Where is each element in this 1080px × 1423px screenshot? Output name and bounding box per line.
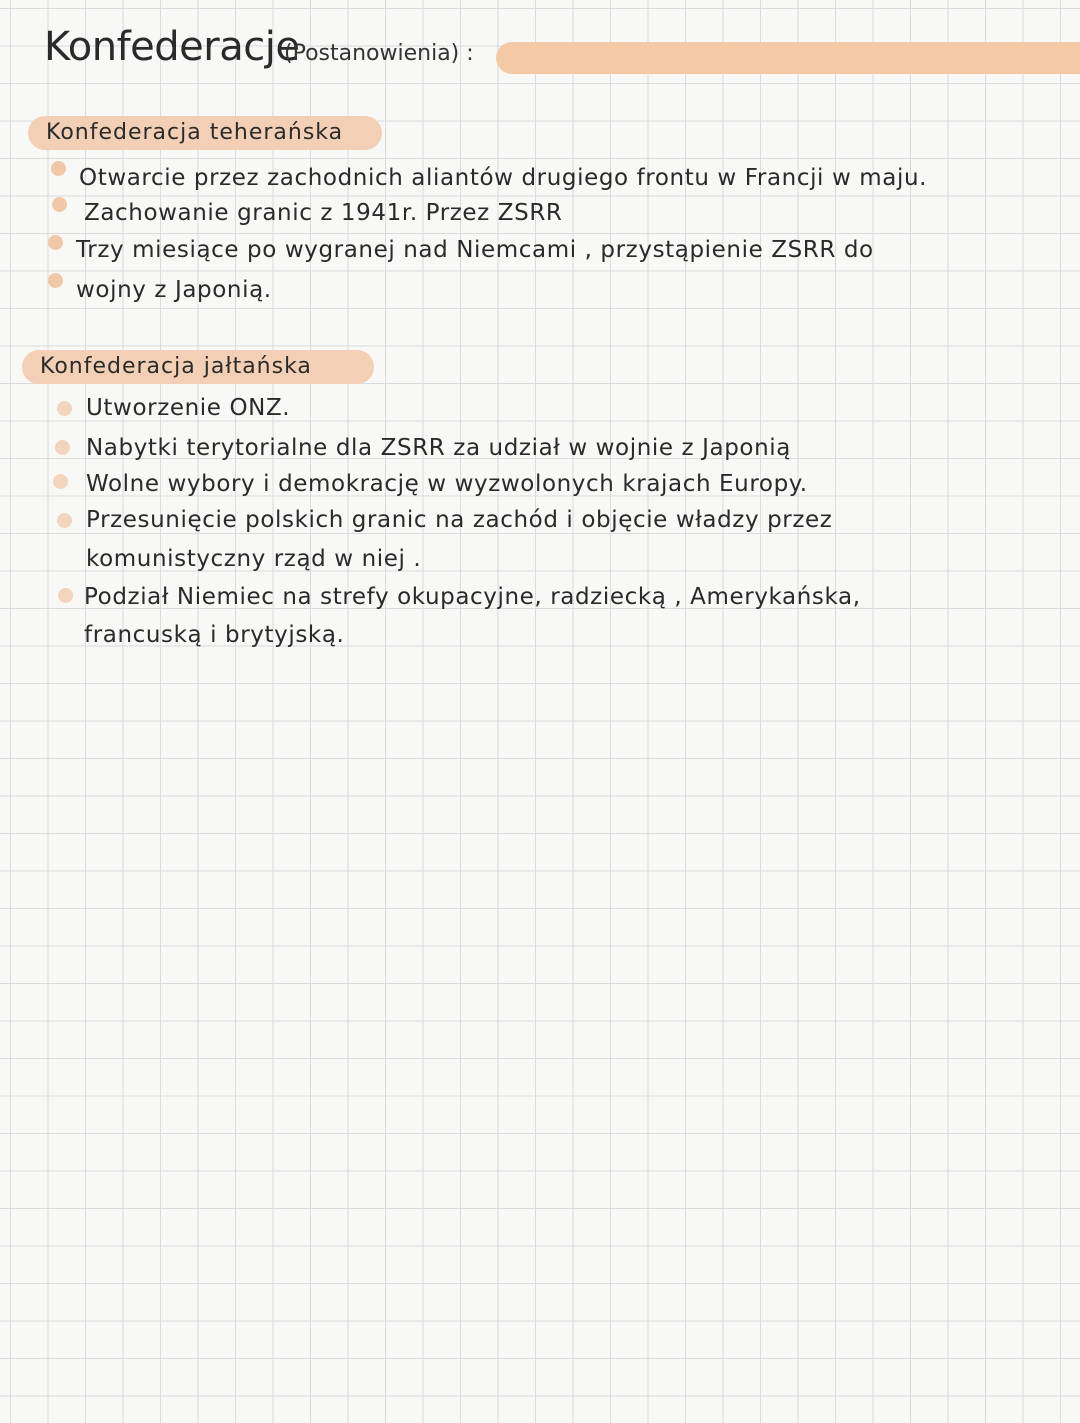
bullet-icon bbox=[52, 197, 67, 212]
bullet-icon bbox=[51, 161, 66, 176]
page-subtitle: (Postanowienia) : bbox=[284, 41, 474, 66]
list-item: Przesunięcie polskich granic na zachód i objęcie władzy przez bbox=[86, 507, 833, 533]
list-item: Utworzenie ONZ. bbox=[86, 395, 291, 421]
bullet-icon bbox=[48, 235, 63, 250]
bullet-icon bbox=[53, 474, 68, 489]
bullet-icon bbox=[58, 588, 73, 603]
list-item: Zachowanie granic z 1941r. Przez ZSRR bbox=[84, 200, 563, 226]
list-item: Otwarcie przez zachodnich aliantów drugiego frontu w Francji w maju. bbox=[79, 165, 928, 191]
page-title: Konfederacje bbox=[44, 24, 300, 70]
list-item: wojny z Japonią. bbox=[76, 277, 272, 303]
list-item: Trzy miesiące po wygranej nad Niemcami , przystąpienie ZSRR do bbox=[76, 237, 874, 263]
list-item-continuation: francuską i brytyjską. bbox=[84, 622, 345, 648]
section-heading-jalta: Konfederacja jałtańska bbox=[22, 350, 374, 384]
list-item: Podział Niemiec na strefy okupacyjne, radziecką , Amerykańska, bbox=[84, 584, 861, 610]
bullet-icon bbox=[57, 401, 72, 416]
list-item-continuation: komunistyczny rząd w niej . bbox=[86, 546, 422, 572]
bullet-icon bbox=[57, 513, 72, 528]
bullet-icon bbox=[48, 273, 63, 288]
title-row bbox=[44, 22, 1080, 82]
list-item: Wolne wybory i demokrację w wyzwolonych krajach Europy. bbox=[86, 471, 808, 497]
list-item: Nabytki terytorialne dla ZSRR za udział w wojnie z Japonią bbox=[86, 435, 791, 461]
section-heading-teheran: Konfederacja teherańska bbox=[28, 116, 382, 150]
title-highlight-bar bbox=[496, 42, 1080, 74]
bullet-icon bbox=[55, 440, 70, 455]
